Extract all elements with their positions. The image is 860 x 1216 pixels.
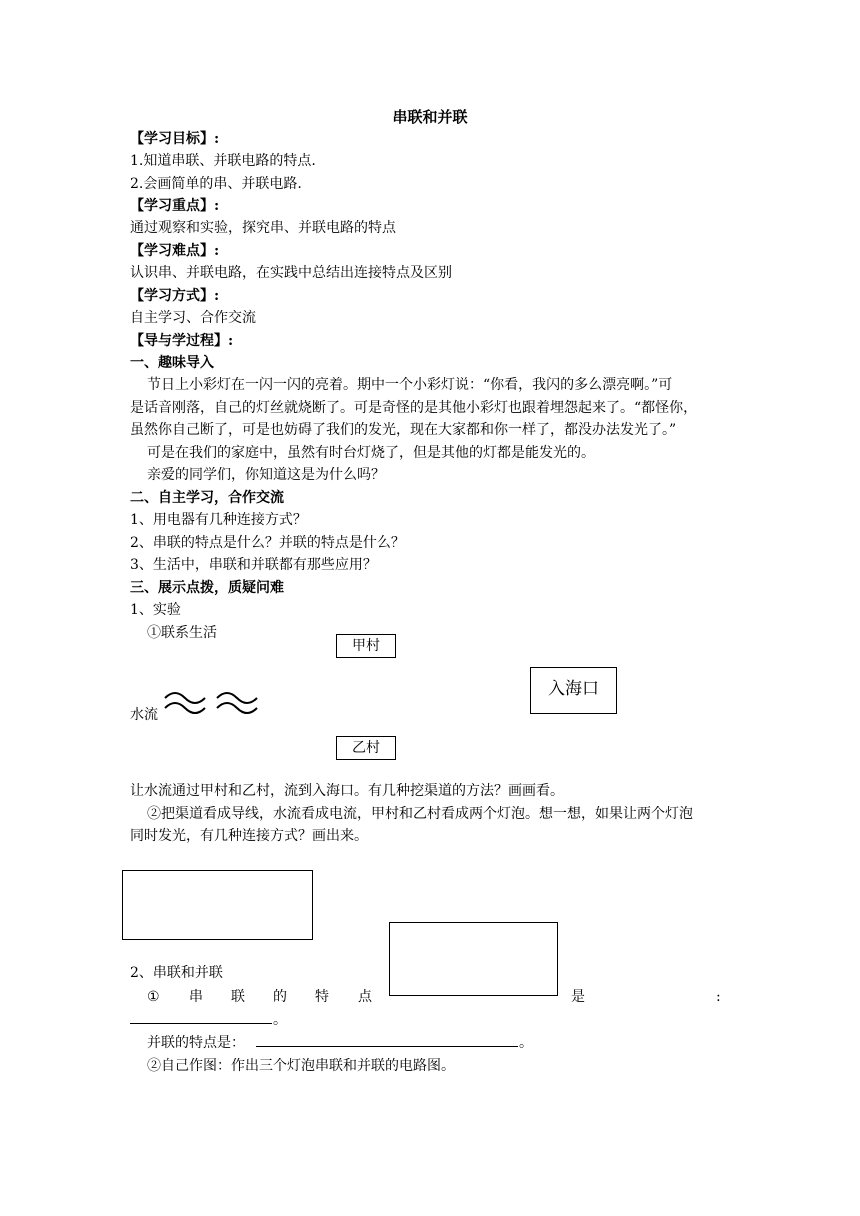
page-title: 串联和并联 bbox=[392, 108, 468, 126]
section3-heading: 三、展示点拨，质疑问难 bbox=[130, 580, 284, 596]
drawing-area-box[interactable] bbox=[122, 870, 313, 940]
step2-line: ②把渠道看成导线，水流看成电流，甲村和乙村看成两个灯泡。想一想，如果让两个灯泡 bbox=[147, 806, 693, 822]
village-b-label: 乙村 bbox=[352, 740, 380, 756]
series-answer-blank[interactable] bbox=[130, 1023, 272, 1024]
parallel-label: 并联的特点是： bbox=[147, 1035, 245, 1051]
key-points-heading: 【学习重点】: bbox=[130, 198, 220, 214]
water-wave-icon bbox=[163, 686, 263, 718]
series-char: 联 bbox=[231, 989, 245, 1005]
process-heading: 【导与学过程】: bbox=[130, 333, 234, 349]
sea-mouth-box bbox=[530, 667, 617, 714]
series-char: ① bbox=[147, 989, 160, 1005]
series-colon: : bbox=[716, 989, 721, 1005]
step1-label: ①联系生活 bbox=[147, 625, 217, 641]
task1-text: 让水流通过甲村和乙村，流到入海口。有几种挖渠道的方法？画画看。 bbox=[130, 783, 564, 799]
parallel-answer-blank[interactable] bbox=[256, 1046, 518, 1047]
series-parallel-label: 2、串联和并联 bbox=[130, 965, 223, 981]
series-char: 串 bbox=[189, 989, 203, 1005]
objective-item: 2.会画简单的串、并联电路. bbox=[130, 176, 302, 192]
objectives-heading: 【学习目标】: bbox=[130, 131, 220, 147]
village-b-box bbox=[336, 736, 396, 760]
step2-line: 同时发光，有几种连接方式？画出来。 bbox=[130, 828, 368, 844]
section2-heading: 二、自主学习，合作交流 bbox=[130, 490, 284, 506]
experiment-label: 1、实验 bbox=[130, 602, 181, 618]
difficulties-heading: 【学习难点】: bbox=[130, 243, 220, 259]
method-text: 自主学习、合作交流 bbox=[130, 310, 256, 326]
story-line: 虽然你自己断了，可是也妨碍了我们的发光，现在大家都和你一样了，都没办法发光了。” bbox=[130, 422, 677, 438]
series-char: 的 bbox=[273, 989, 287, 1005]
key-points-text: 通过观察和实验，探究串、并联电路的特点 bbox=[130, 220, 396, 236]
water-flow-label: 水流 bbox=[130, 707, 158, 723]
parallel-period: 。 bbox=[519, 1035, 533, 1051]
question-item: 3、生活中，串联和并联都有那些应用？ bbox=[130, 557, 377, 573]
series-char: 点 bbox=[358, 989, 372, 1005]
village-a-label: 甲村 bbox=[352, 638, 380, 654]
sea-mouth-label: 入海口 bbox=[548, 679, 599, 699]
section1-heading: 一、趣味导入 bbox=[130, 355, 214, 371]
objective-item: 1.知道串联、并联电路的特点. bbox=[130, 153, 316, 169]
series-is: 是 bbox=[571, 989, 585, 1005]
series-char: 特 bbox=[315, 989, 329, 1005]
story-line: 是话音刚落，自己的灯丝就烧断了。可是奇怪的是其他小彩灯也跟着埋怨起来了。“都怪你， bbox=[130, 400, 698, 416]
village-a-box bbox=[336, 634, 396, 658]
difficulties-text: 认识串、并联电路，在实践中总结出连接特点及区别 bbox=[130, 265, 452, 281]
question-item: 2、串联的特点是什么？并联的特点是什么？ bbox=[130, 535, 405, 551]
story-line: 节日上小彩灯在一闪一闪的亮着。期中一个小彩灯说：“你看，我闪的多么漂亮啊。”可 bbox=[147, 377, 673, 393]
story-line: 亲爱的同学们，你知道这是为什么吗？ bbox=[147, 467, 385, 483]
story-line: 可是在我们的家庭中，虽然有时台灯烧了，但是其他的灯都是能发光的。 bbox=[147, 445, 595, 461]
draw-task: ②自己作图：作出三个灯泡串联和并联的电路图。 bbox=[147, 1058, 455, 1074]
series-period: 。 bbox=[273, 1012, 287, 1028]
question-item: 1、用电器有几种连接方式？ bbox=[130, 512, 307, 528]
method-heading: 【学习方式】: bbox=[130, 288, 220, 304]
drawing-area-box[interactable] bbox=[389, 922, 558, 996]
